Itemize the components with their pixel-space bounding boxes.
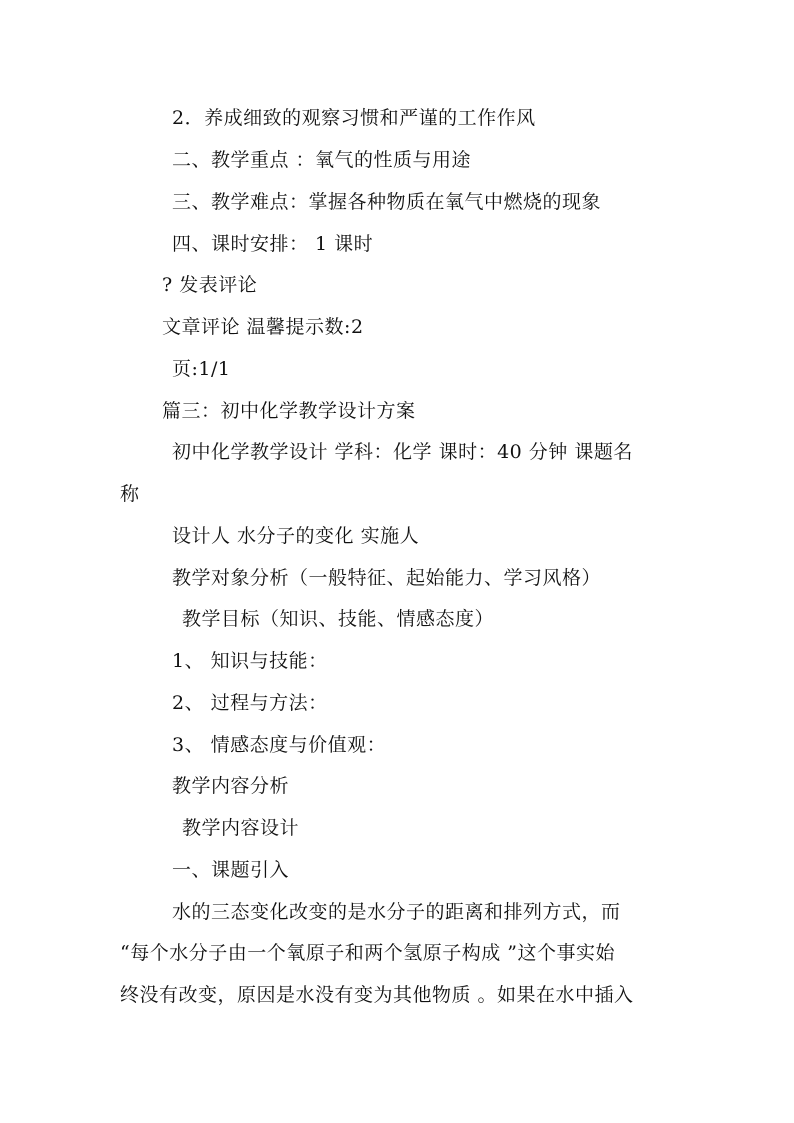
text-line-goal-knowledge: 1、 知识与技能： <box>172 650 328 672</box>
text-line-content-analysis: 教学内容分析 <box>172 775 290 797</box>
text-line-objective-2: 2．养成细致的观察习惯和严谨的工作作风 <box>172 107 536 129</box>
text-line-post-comment: ? 发表评论 <box>162 274 258 296</box>
text-line-designer: 设计人 水分子的变化 实施人 <box>172 525 420 547</box>
text-line-difficulty: 三、教学难点：掌握各种物质在氧气中燃烧的现象 <box>172 191 602 213</box>
text-line-page-count: 页:1/1 <box>172 358 231 380</box>
text-line-schedule: 四、课时安排： 1 课时 <box>172 233 374 255</box>
text-line-design-header: 初中化学教学设计 学科：化学 课时：40 分钟 课题名 <box>172 441 633 463</box>
text-line-content-design: 教学内容设计 <box>182 817 300 839</box>
text-line-key-point: 二、教学重点 ：氧气的性质与用途 <box>172 149 472 171</box>
text-line-article-comment: 文章评论 温馨提示数:2 <box>162 316 364 338</box>
text-line-goal-attitude: 3、 情感态度与价值观： <box>172 734 387 756</box>
text-line-paragraph-1: 水的三态变化改变的是水分子的距离和排列方式，而 <box>172 901 621 923</box>
text-line-teaching-goals: 教学目标（知识、技能、情感态度） <box>182 608 495 630</box>
text-line-paragraph-3: 终没有改变，原因是水没有变为其他物质 。如果在水中插入 <box>120 984 634 1006</box>
text-line-section-title: 篇三：初中化学教学设计方案 <box>162 400 416 422</box>
text-line-audience-analysis: 教学对象分析（一般特征、起始能力、学习风格） <box>172 567 602 589</box>
text-line-design-header-cont: 称 <box>120 483 140 505</box>
text-line-paragraph-2: “每个水分子由一个氧原子和两个氢原子构成 ”这个事实始 <box>120 942 615 964</box>
text-line-intro-heading: 一、课题引入 <box>172 859 290 881</box>
text-line-goal-process: 2、 过程与方法： <box>172 692 328 714</box>
